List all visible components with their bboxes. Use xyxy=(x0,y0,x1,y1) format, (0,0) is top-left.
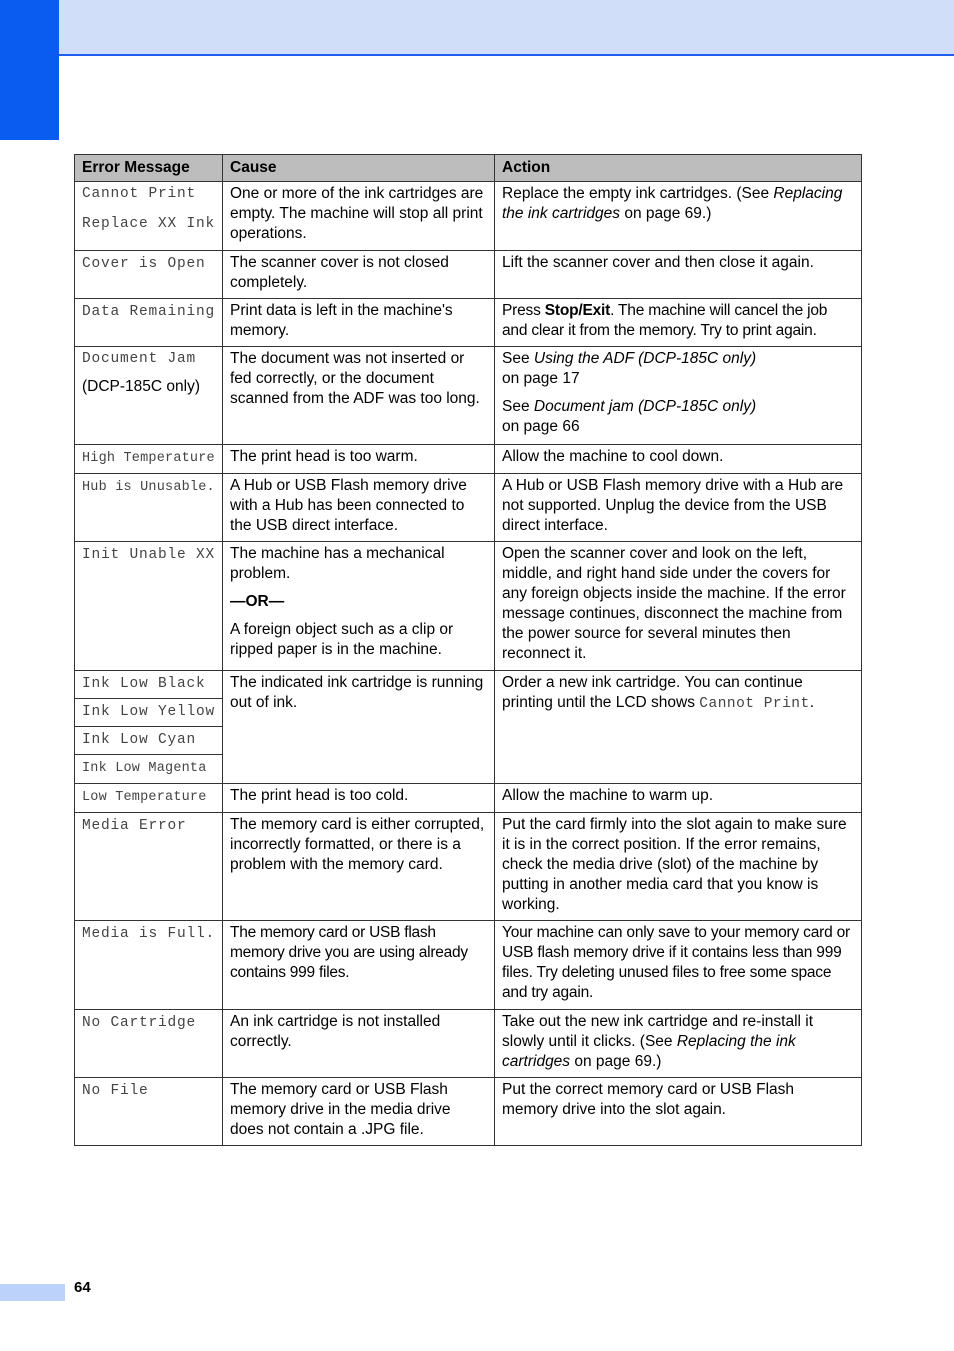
stop-exit-key-label: Stop/Exit xyxy=(544,302,611,319)
error-message: Low Temperature xyxy=(82,790,207,805)
reference-link-text: Using the ADF (DCP-185C only) xyxy=(533,350,757,367)
error-message: High Temperature xyxy=(82,451,215,466)
cause-cell: The document was not inserted or fed correctly, or the document scanned from the ADF was too long. xyxy=(223,347,495,445)
action-cell: Press Stop/Exit. The machine will cancel the job and clear it from the memory. Try to print again. xyxy=(495,299,862,347)
action-cell: Replace the empty ink cartridges. (See Replacing the ink cartridges on page 69.) xyxy=(495,182,862,251)
reference-link-text: Replacing the ink cartridges xyxy=(502,1033,796,1070)
action-cell: Lift the scanner cover and then close it again. xyxy=(495,251,862,299)
action-cell: Allow the machine to warm up. xyxy=(495,784,862,813)
table-row xyxy=(75,542,862,671)
error-cell xyxy=(75,182,223,251)
error-message: Ink Low Magenta xyxy=(82,761,207,776)
error-cell xyxy=(75,542,223,671)
cause-cell: The scanner cover is not closed completely. xyxy=(223,251,495,299)
error-cell xyxy=(75,784,223,813)
table-row xyxy=(75,1078,862,1146)
error-cell xyxy=(75,347,223,445)
table-row xyxy=(75,813,862,921)
cause-cell: The memory card is either corrupted, incorrectly formatted, or there is a problem with the memory card. xyxy=(223,813,495,921)
action-cell: Your machine can only save to your memory card or USB flash memory drive if it contains less than 999 files. Try deleting unused files to free some space and try again. xyxy=(495,921,862,1010)
header-band xyxy=(0,0,954,56)
table-row xyxy=(75,474,862,542)
error-message: Data Remaining xyxy=(82,304,216,320)
cause-cell: The print head is too warm. xyxy=(223,445,495,474)
error-cell xyxy=(75,1078,223,1146)
error-message-table xyxy=(74,154,862,1146)
table-row xyxy=(75,251,862,299)
page-number: 64 xyxy=(74,1279,91,1296)
error-message: Ink Low Cyan xyxy=(82,732,197,748)
error-cell xyxy=(75,921,223,1010)
error-message: Cannot Print xyxy=(82,186,197,202)
table-row xyxy=(75,347,862,445)
action-cell: Put the card firmly into the slot again to make sure it is in the correct position. If the error remains, check the media drive (slot) of the machine by putting in another media card that you know is working. xyxy=(495,813,862,921)
header-error-message: Error Message xyxy=(75,155,223,182)
model-note: (DCP-185C only) xyxy=(82,378,201,395)
cause-cell: The memory card or USB Flash memory drive in the media drive does not contain a .JPG file. xyxy=(223,1078,495,1146)
table-row xyxy=(75,445,862,474)
table-header-row xyxy=(75,155,862,182)
error-cell xyxy=(75,251,223,299)
error-message: Hub is Unusable. xyxy=(82,480,215,495)
reference-link-text: Document jam (DCP-185C only) xyxy=(533,398,757,415)
error-cell xyxy=(75,474,223,542)
lcd-message: Cannot Print xyxy=(699,696,810,712)
error-cell xyxy=(75,755,223,784)
table-row xyxy=(75,182,862,251)
reference-link-text: Replacing the ink cartridges xyxy=(502,185,843,222)
cause-cell: The memory card or USB flash memory drive you are using already contains 999 files. xyxy=(223,921,495,1010)
action-cell: Allow the machine to cool down. xyxy=(495,445,862,474)
error-cell xyxy=(75,727,223,755)
error-message: Ink Low Yellow xyxy=(82,704,216,720)
table-row xyxy=(75,784,862,813)
error-cell xyxy=(75,699,223,727)
action-cell: Take out the new ink cartridge and re-install it slowly until it clicks. (See Replacing the ink cartridges on page 69.) xyxy=(495,1010,862,1078)
header-cause: Cause xyxy=(223,155,495,182)
header-action: Action xyxy=(495,155,862,182)
error-message: Cover is Open xyxy=(82,256,206,272)
cause-cell: An ink cartridge is not installed correctly. xyxy=(223,1010,495,1078)
table-row xyxy=(75,921,862,1010)
table-row xyxy=(75,671,862,699)
table-row xyxy=(75,1010,862,1078)
footer-band xyxy=(0,1284,65,1301)
cause-cell: A Hub or USB Flash memory drive with a Hub has been connected to the USB direct interface. xyxy=(223,474,495,542)
error-message: Media Error xyxy=(82,818,187,834)
action-cell: A Hub or USB Flash memory drive with a Hub are not supported. Unplug the device from the USB direct interface. xyxy=(495,474,862,542)
action-cell: Open the scanner cover and look on the left, middle, and right hand side under the covers for any foreign objects inside the machine. If the error message continues, disconnect the machine from the power source for several minutes then reconnect it. xyxy=(495,542,862,671)
action-cell: Put the correct memory card or USB Flash memory drive into the slot again. xyxy=(495,1078,862,1146)
error-message: Media is Full. xyxy=(82,926,216,942)
error-message: No Cartridge xyxy=(82,1015,197,1031)
or-separator: —OR— xyxy=(230,593,285,610)
chapter-tab xyxy=(0,0,59,140)
error-message: Init Unable XX xyxy=(82,547,216,563)
error-cell xyxy=(75,445,223,474)
cause-cell: Print data is left in the machine's memory. xyxy=(223,299,495,347)
cause-cell: The indicated ink cartridge is running out of ink. xyxy=(223,671,495,784)
action-cell: Order a new ink cartridge. You can continue printing until the LCD shows Cannot Print. xyxy=(495,671,862,784)
cause-cell: One or more of the ink cartridges are empty. The machine will stop all print operations. xyxy=(223,182,495,251)
error-message: Document Jam xyxy=(82,351,197,367)
error-cell xyxy=(75,813,223,921)
action-cell: See Using the ADF (DCP-185C only) on page 17 See Document jam (DCP-185C only) on page 66 xyxy=(495,347,862,445)
table-row xyxy=(75,299,862,347)
error-message: No File xyxy=(82,1083,149,1099)
cause-cell: The print head is too cold. xyxy=(223,784,495,813)
error-cell xyxy=(75,671,223,699)
error-message: Ink Low Black xyxy=(82,676,206,692)
error-cell xyxy=(75,299,223,347)
error-cell xyxy=(75,1010,223,1078)
error-message: Replace XX Ink xyxy=(82,216,216,232)
cause-cell: The machine has a mechanical problem. —OR— A foreign object such as a clip or ripped paper is in the machine. xyxy=(223,542,495,671)
